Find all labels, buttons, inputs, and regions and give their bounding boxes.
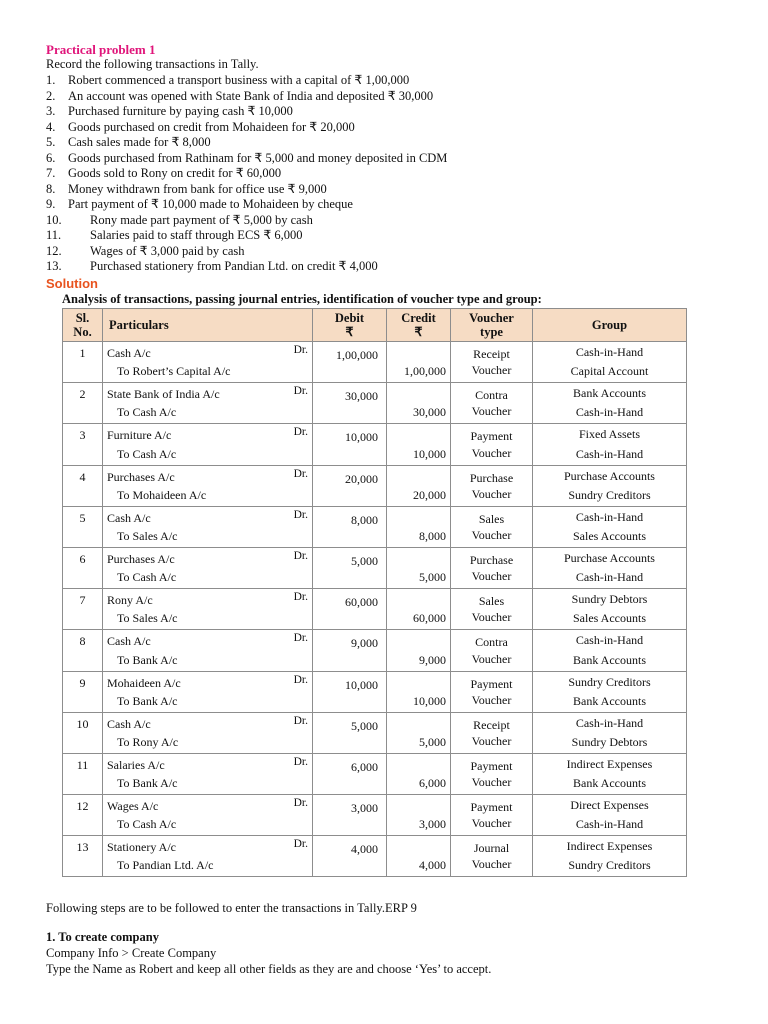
voucher-type-cell xyxy=(451,795,533,836)
credit-amount: 10,000 xyxy=(413,693,446,708)
voucher-type-cell xyxy=(451,547,533,588)
table-row xyxy=(63,589,687,630)
debit-group: Indirect Expenses xyxy=(566,839,653,854)
credit-amount: 8,000 xyxy=(419,528,446,543)
credit-group: Sundry Creditors xyxy=(568,858,651,873)
debit-account: State Bank of India A/c xyxy=(107,387,220,402)
sl-no-cell: 13 xyxy=(63,836,103,877)
credit-cell xyxy=(387,753,451,794)
particulars-cell xyxy=(103,589,313,630)
debit-account: Cash A/c xyxy=(107,510,151,525)
debit-group: Cash-in-Hand xyxy=(575,509,644,524)
voucher-type-suffix: Voucher xyxy=(471,610,512,625)
particulars-cell xyxy=(103,753,313,794)
debit-account: Purchases A/c xyxy=(107,551,175,566)
transaction-number: 11. xyxy=(46,228,62,242)
step1-path: Company Info > Create Company xyxy=(46,946,217,960)
debit-amount: 60,000 xyxy=(345,595,378,610)
voucher-type-name: Contra xyxy=(475,635,508,650)
voucher-type-name: Journal xyxy=(473,841,510,856)
voucher-type-cell xyxy=(451,671,533,712)
voucher-type-suffix: Voucher xyxy=(471,816,512,831)
sl-no-cell: 4 xyxy=(63,465,103,506)
journal-table xyxy=(62,308,687,877)
table-header-row xyxy=(63,309,687,342)
voucher-type-cell xyxy=(451,424,533,465)
credit-cell xyxy=(387,795,451,836)
voucher-type-name: Payment xyxy=(470,758,513,773)
voucher-type-name: Purchase xyxy=(469,470,514,485)
problem-heading: Practical problem 1 xyxy=(46,42,156,57)
dr-marker: Dr. xyxy=(293,797,308,810)
debit-group: Cash-in-Hand xyxy=(575,715,644,730)
particulars-cell xyxy=(103,836,313,877)
transaction-number: 5. xyxy=(46,135,56,149)
credit-amount: 1,00,000 xyxy=(404,364,446,379)
particulars-cell xyxy=(103,342,313,383)
sl-no-cell: 9 xyxy=(63,671,103,712)
credit-amount: 3,000 xyxy=(419,817,446,832)
credit-account: To Rony A/c xyxy=(117,734,179,749)
credit-account: To Pandian Ltd. A/c xyxy=(117,858,214,873)
debit-group: Bank Accounts xyxy=(573,386,646,401)
dr-marker: Dr. xyxy=(293,549,308,562)
voucher-type-suffix: Voucher xyxy=(471,692,512,707)
debit-account: Purchases A/c xyxy=(107,469,175,484)
debit-amount: 30,000 xyxy=(345,389,378,404)
group-cell xyxy=(533,547,687,588)
table-row xyxy=(63,424,687,465)
credit-group: Bank Accounts xyxy=(573,652,646,667)
credit-cell xyxy=(387,342,451,383)
header-particulars: Particulars xyxy=(103,309,313,342)
transaction-text: Purchased stationery from Pandian Ltd. on credit ₹ 4,000 xyxy=(90,259,378,273)
debit-account: Rony A/c xyxy=(107,593,153,608)
voucher-type-suffix: Voucher xyxy=(471,733,512,748)
transaction-list xyxy=(46,73,447,275)
table-row xyxy=(63,342,687,383)
credit-amount: 20,000 xyxy=(413,487,446,502)
dr-marker: Dr. xyxy=(293,467,308,480)
debit-group: Indirect Expenses xyxy=(566,756,653,771)
debit-amount: 1,00,000 xyxy=(336,348,378,362)
transaction-number: 8. xyxy=(46,181,56,196)
transaction-item xyxy=(46,259,447,275)
voucher-type-suffix: Voucher xyxy=(471,363,512,378)
dr-marker: Dr. xyxy=(293,508,308,521)
credit-group: Cash-in-Hand xyxy=(575,446,644,461)
transaction-number: 3. xyxy=(46,104,56,118)
sl-no-cell: 3 xyxy=(63,424,103,465)
credit-amount: 6,000 xyxy=(419,776,446,791)
sl-no-cell: 6 xyxy=(63,547,103,588)
sl-no-cell: 10 xyxy=(63,712,103,753)
credit-account: To Sales A/c xyxy=(117,611,178,626)
debit-account: Wages A/c xyxy=(107,799,159,814)
credit-group: Cash-in-Hand xyxy=(575,570,644,585)
credit-amount: 5,000 xyxy=(419,570,446,585)
transaction-item xyxy=(46,73,447,89)
credit-cell xyxy=(387,424,451,465)
voucher-type-suffix: Voucher xyxy=(471,404,512,419)
step1-instruction: Type the Name as Robert and keep all other fields as they are and choose ‘Yes’ to accept. xyxy=(46,962,492,976)
transaction-text: An account was opened with State Bank of India and deposited ₹ 30,000 xyxy=(68,88,434,103)
particulars-cell xyxy=(103,795,313,836)
dr-marker: Dr. xyxy=(293,755,308,768)
debit-account: Cash A/c xyxy=(107,716,151,731)
table-row xyxy=(63,383,687,424)
particulars-cell xyxy=(103,712,313,753)
transaction-text: Wages of ₹ 3,000 paid by cash xyxy=(90,243,245,258)
dr-marker: Dr. xyxy=(293,344,308,356)
credit-group: Sales Accounts xyxy=(573,611,646,626)
transaction-item xyxy=(46,135,447,151)
group-cell xyxy=(533,836,687,877)
credit-amount: 5,000 xyxy=(419,734,446,749)
credit-account: To Cash A/c xyxy=(117,570,177,585)
follow-text: Following steps are to be followed to enter the transactions in Tally.ERP 9 xyxy=(46,901,417,915)
credit-group: Sales Accounts xyxy=(573,528,646,543)
particulars-cell xyxy=(103,383,313,424)
debit-cell xyxy=(313,383,387,424)
voucher-type-name: Purchase xyxy=(469,552,514,567)
voucher-type-cell xyxy=(451,630,533,671)
credit-group: Bank Accounts xyxy=(573,693,646,708)
voucher-type-cell xyxy=(451,836,533,877)
group-cell xyxy=(533,712,687,753)
debit-account: Stationery A/c xyxy=(107,840,176,855)
group-cell xyxy=(533,465,687,506)
debit-cell xyxy=(313,753,387,794)
table-row xyxy=(63,465,687,506)
debit-cell xyxy=(313,712,387,753)
credit-amount: 60,000 xyxy=(413,611,446,626)
credit-group: Sundry Debtors xyxy=(571,734,648,749)
voucher-type-name: Receipt xyxy=(473,717,510,732)
table-row xyxy=(63,795,687,836)
credit-group: Cash-in-Hand xyxy=(575,817,644,832)
group-cell xyxy=(533,589,687,630)
credit-account: To Robert’s Capital A/c xyxy=(117,364,231,379)
group-cell xyxy=(533,630,687,671)
debit-amount: 10,000 xyxy=(345,677,378,692)
credit-account: To Mohaideen A/c xyxy=(117,487,207,502)
debit-cell xyxy=(313,589,387,630)
transaction-text: Goods purchased from Rathinam for ₹ 5,000 and money deposited in CDM xyxy=(68,150,448,165)
voucher-type-cell xyxy=(451,506,533,547)
transaction-text: Money withdrawn from bank for office use ₹ 9,000 xyxy=(68,181,327,196)
voucher-type-cell xyxy=(451,589,533,630)
transaction-item xyxy=(46,104,447,120)
voucher-type-cell xyxy=(451,753,533,794)
particulars-cell xyxy=(103,630,313,671)
voucher-type-name: Sales xyxy=(478,511,505,526)
transaction-text: Robert commenced a transport business with a capital of ₹ 1,00,000 xyxy=(68,73,410,87)
credit-group: Capital Account xyxy=(570,364,649,379)
credit-cell xyxy=(387,465,451,506)
transaction-number: 13. xyxy=(46,259,62,273)
transaction-text: Goods purchased on credit from Mohaideen for ₹ 20,000 xyxy=(68,119,355,134)
table-row xyxy=(63,630,687,671)
credit-cell xyxy=(387,589,451,630)
credit-cell xyxy=(387,547,451,588)
sl-no-cell: 12 xyxy=(63,795,103,836)
debit-amount: 5,000 xyxy=(351,553,378,568)
debit-cell xyxy=(313,671,387,712)
debit-amount: 4,000 xyxy=(351,842,378,857)
transaction-item xyxy=(46,213,447,229)
table-row xyxy=(63,547,687,588)
debit-amount: 6,000 xyxy=(351,759,378,774)
credit-group: Sundry Creditors xyxy=(568,487,651,502)
transaction-number: 12. xyxy=(46,243,62,258)
problem-intro: Record the following transactions in Tally. xyxy=(46,57,259,71)
debit-cell xyxy=(313,424,387,465)
debit-account: Mohaideen A/c xyxy=(107,675,181,690)
credit-group: Bank Accounts xyxy=(573,776,646,791)
credit-account: To Bank A/c xyxy=(117,652,178,667)
debit-cell xyxy=(313,547,387,588)
credit-account: To Cash A/c xyxy=(117,817,177,832)
debit-group: Direct Expenses xyxy=(570,798,649,813)
debit-amount: 9,000 xyxy=(351,636,378,651)
transaction-text: Cash sales made for ₹ 8,000 xyxy=(68,135,211,149)
header-credit: Credit ₹ xyxy=(387,309,451,342)
transaction-item xyxy=(46,197,447,213)
dr-marker: Dr. xyxy=(293,385,308,398)
particulars-cell xyxy=(103,506,313,547)
credit-amount: 30,000 xyxy=(413,405,446,420)
table-row xyxy=(63,506,687,547)
debit-group: Cash-in-Hand xyxy=(575,633,644,648)
credit-cell xyxy=(387,383,451,424)
table-row xyxy=(63,671,687,712)
particulars-cell xyxy=(103,671,313,712)
debit-group: Cash-in-Hand xyxy=(575,345,644,359)
credit-account: To Sales A/c xyxy=(117,528,178,543)
voucher-type-suffix: Voucher xyxy=(471,486,512,501)
debit-cell xyxy=(313,342,387,383)
sl-no-cell: 2 xyxy=(63,383,103,424)
credit-account: To Cash A/c xyxy=(117,446,177,461)
debit-account: Salaries A/c xyxy=(107,757,165,772)
dr-marker: Dr. xyxy=(293,714,308,727)
voucher-type-suffix: Voucher xyxy=(471,569,512,584)
table-row xyxy=(63,836,687,877)
credit-cell xyxy=(387,836,451,877)
voucher-type-cell xyxy=(451,383,533,424)
group-cell xyxy=(533,795,687,836)
transaction-item xyxy=(46,182,447,198)
transaction-item xyxy=(46,228,447,244)
debit-cell xyxy=(313,795,387,836)
credit-cell xyxy=(387,506,451,547)
sl-no-cell: 5 xyxy=(63,506,103,547)
transaction-number: 1. xyxy=(46,73,56,87)
table-row xyxy=(63,753,687,794)
debit-group: Purchase Accounts xyxy=(564,468,655,483)
group-cell xyxy=(533,342,687,383)
voucher-type-name: Receipt xyxy=(473,347,510,361)
transaction-number: 6. xyxy=(46,150,56,165)
credit-amount: 10,000 xyxy=(413,446,446,461)
dr-marker: Dr. xyxy=(293,673,308,686)
voucher-type-suffix: Voucher xyxy=(471,651,512,666)
voucher-type-suffix: Voucher xyxy=(471,445,512,460)
transaction-text: Rony made part payment of ₹ 5,000 by cash xyxy=(90,212,313,227)
table-row xyxy=(63,712,687,753)
debit-group: Purchase Accounts xyxy=(564,550,655,565)
credit-cell xyxy=(387,671,451,712)
header-sl-no: Sl. No. xyxy=(63,309,103,342)
transaction-item xyxy=(46,244,447,260)
particulars-cell xyxy=(103,424,313,465)
sl-no-cell: 7 xyxy=(63,589,103,630)
transaction-text: Goods sold to Rony on credit for ₹ 60,000 xyxy=(68,166,282,180)
debit-account: Cash A/c xyxy=(107,346,151,360)
voucher-type-name: Payment xyxy=(470,800,513,815)
analysis-title: Analysis of transactions, passing journal entries, identification of voucher type and group: xyxy=(62,292,542,306)
group-cell xyxy=(533,506,687,547)
credit-amount: 4,000 xyxy=(419,858,446,873)
credit-amount: 9,000 xyxy=(419,652,446,667)
particulars-cell xyxy=(103,547,313,588)
credit-account: To Bank A/c xyxy=(117,693,178,708)
debit-amount: 10,000 xyxy=(345,430,378,445)
debit-group: Sundry Debtors xyxy=(571,592,648,607)
transaction-text: Purchased furniture by paying cash ₹ 10,000 xyxy=(68,104,293,118)
transaction-item xyxy=(46,89,447,105)
transaction-number: 4. xyxy=(46,119,56,134)
credit-account: To Cash A/c xyxy=(117,405,177,420)
voucher-type-cell xyxy=(451,465,533,506)
debit-group: Sundry Creditors xyxy=(568,674,651,689)
transaction-number: 7. xyxy=(46,166,56,180)
header-group: Group xyxy=(533,309,687,342)
debit-group: Fixed Assets xyxy=(578,427,640,442)
journal-table-body xyxy=(63,342,687,877)
dr-marker: Dr. xyxy=(293,838,308,851)
sl-no-cell: 1 xyxy=(63,342,103,383)
debit-account: Cash A/c xyxy=(107,634,151,649)
debit-amount: 8,000 xyxy=(351,512,378,527)
particulars-cell xyxy=(103,465,313,506)
sl-no-cell: 8 xyxy=(63,630,103,671)
credit-cell xyxy=(387,630,451,671)
debit-account: Furniture A/c xyxy=(107,428,172,443)
transaction-number: 2. xyxy=(46,88,56,103)
voucher-type-cell xyxy=(451,342,533,383)
transaction-number: 9. xyxy=(46,197,56,211)
voucher-type-name: Payment xyxy=(470,429,513,444)
debit-cell xyxy=(313,506,387,547)
voucher-type-suffix: Voucher xyxy=(471,857,512,872)
header-debit: Debit ₹ xyxy=(313,309,387,342)
voucher-type-name: Contra xyxy=(475,388,508,403)
transaction-text: Part payment of ₹ 10,000 made to Mohaideen by cheque xyxy=(68,197,353,211)
debit-cell xyxy=(313,465,387,506)
dr-marker: Dr. xyxy=(293,591,308,604)
credit-group: Cash-in-Hand xyxy=(575,405,644,420)
debit-amount: 20,000 xyxy=(345,471,378,486)
group-cell xyxy=(533,753,687,794)
sl-no-cell: 11 xyxy=(63,753,103,794)
voucher-type-name: Sales xyxy=(478,594,505,609)
credit-cell xyxy=(387,712,451,753)
debit-cell xyxy=(313,630,387,671)
transaction-text: Salaries paid to staff through ECS ₹ 6,000 xyxy=(90,228,303,242)
solution-label: Solution xyxy=(46,276,98,291)
debit-amount: 3,000 xyxy=(351,801,378,816)
voucher-type-name: Payment xyxy=(470,676,513,691)
group-cell xyxy=(533,424,687,465)
group-cell xyxy=(533,671,687,712)
dr-marker: Dr. xyxy=(293,426,308,439)
voucher-type-suffix: Voucher xyxy=(471,775,512,790)
transaction-item xyxy=(46,166,447,182)
voucher-type-cell xyxy=(451,712,533,753)
debit-amount: 5,000 xyxy=(351,718,378,733)
voucher-type-suffix: Voucher xyxy=(471,527,512,542)
step1-heading: 1. To create company xyxy=(46,930,159,944)
debit-cell xyxy=(313,836,387,877)
group-cell xyxy=(533,383,687,424)
dr-marker: Dr. xyxy=(293,632,308,645)
transaction-number: 10. xyxy=(46,212,62,227)
transaction-item xyxy=(46,120,447,136)
header-voucher-type: Voucher type xyxy=(451,309,533,342)
transaction-item xyxy=(46,151,447,167)
credit-account: To Bank A/c xyxy=(117,776,178,791)
